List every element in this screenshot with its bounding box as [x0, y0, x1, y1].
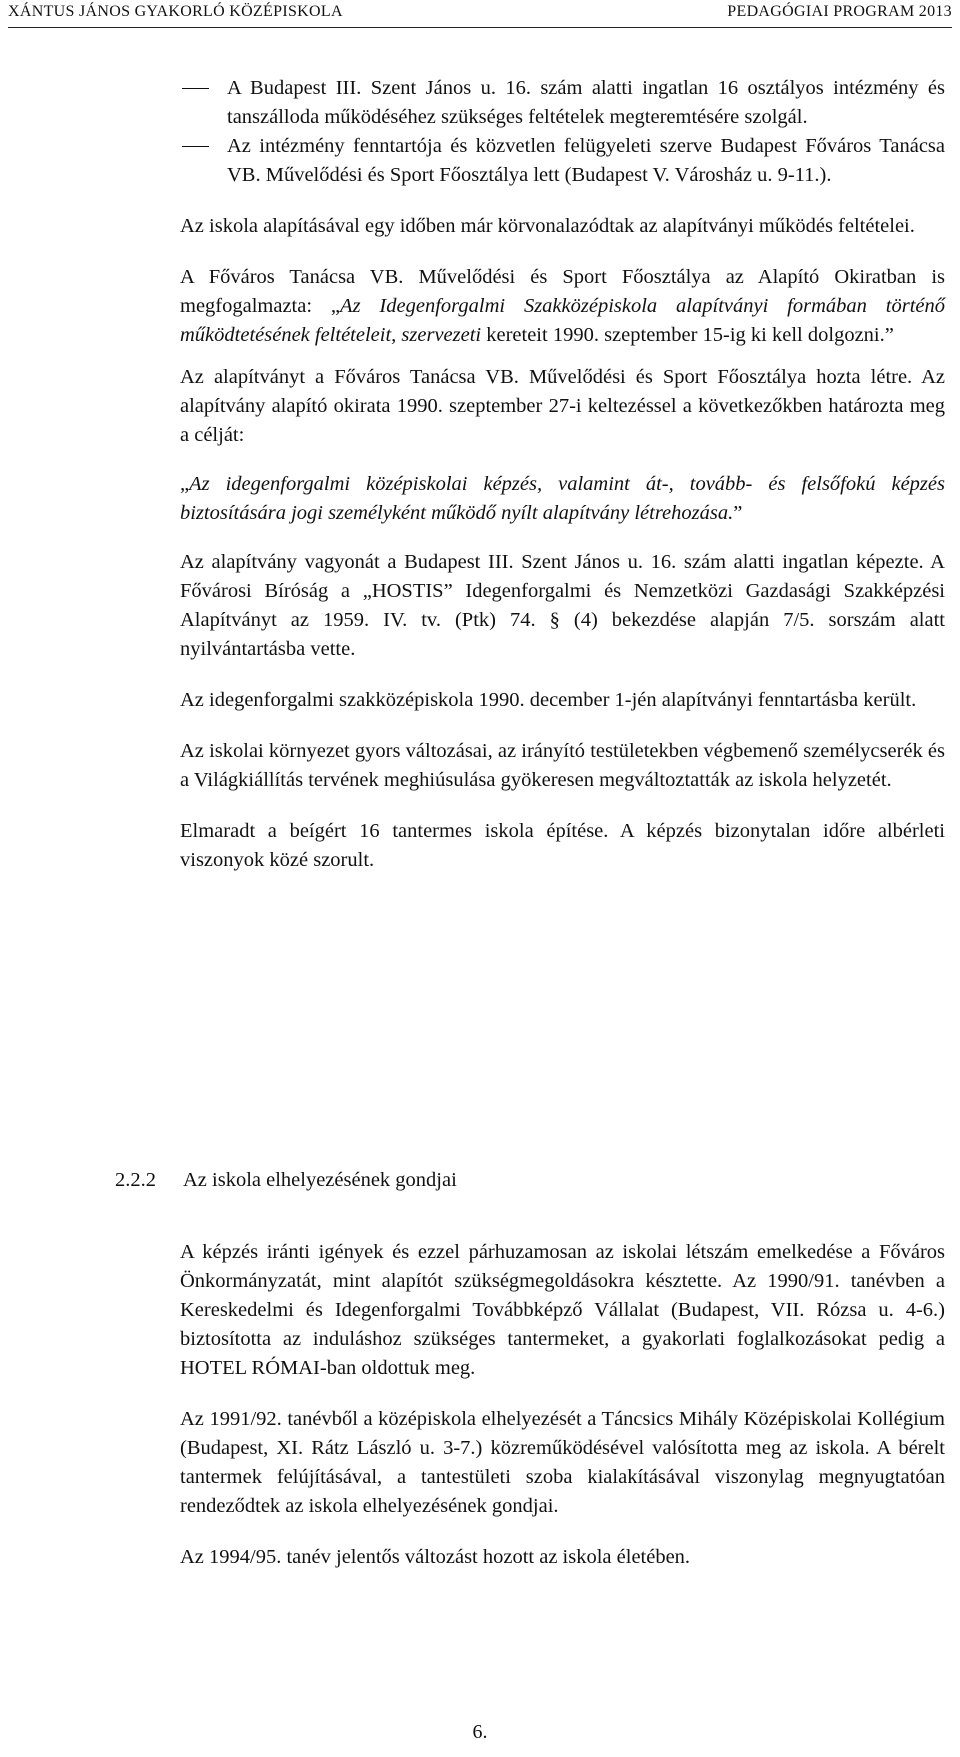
quote-open: „	[180, 473, 190, 495]
paragraph-1994-change: Az 1994/95. tanév jelentős változást hozott az iskola életében.	[180, 1546, 691, 1568]
charter-text: A Főváros Tanácsa VB. Művelődési és Sport Főosztálya az Alapító Okiratban is megfogalmazta: „	[180, 266, 945, 317]
dash-bullet-icon	[182, 88, 209, 89]
page-header	[8, 0, 952, 28]
charter-text-end: kereteit 1990. szeptember 15-ig ki kell dolgozni.”	[481, 324, 894, 346]
paragraph-school-building: Elmaradt a beígért 16 tantermes iskola építése. A képzés bizonytalan időre albérleti viszonyok közé szorult.	[180, 820, 945, 871]
charter-quote: Az Idegenforgalmi Szakközépiskola alapítványi formában történő működtetésének feltételeit, szervezeti	[180, 295, 946, 346]
header-document-title: PEDAGÓGIAI PROGRAM 2013	[727, 3, 952, 20]
paragraph-premises-needs: A képzés iránti igények és ezzel párhuzamosan az iskolai létszám emelkedése a Főváros Önkormányzatát, mint alapítót szükségmegoldásokra késztette. Az 1990/91. tanévben a Kereskedelmi és Idegenforgalmi Továbbképző Vállalat (Budapest, VII. Rózsa u. 4-6.) biztosította az induláshoz szükséges tantermeket, a gyakorlati foglalkozásokat pedig a HOTEL RÓMAI-ban oldottuk meg.	[180, 1241, 945, 1379]
dash-list-item	[227, 74, 945, 132]
paragraph-1991-placement: Az 1991/92. tanévből a középiskola elhelyezését a Táncsics Mihály Középiskolai Kollégium (Budapest, XI. Rátz László u. 3-7.) közreműködésével valósította meg az iskola. A bérelt tantermek felújításával, a tantestületi szoba kialakításával viszonylag megnyugtatóan rendeződtek az iskola elhelyezésének gondjai.	[180, 1408, 945, 1517]
section-number: 2.2.2	[115, 1169, 156, 1191]
dash-list-item	[227, 132, 945, 190]
section-text-block	[180, 1238, 945, 1572]
paragraph-foundation-goal	[180, 470, 945, 528]
dash-bullet-icon	[182, 146, 209, 147]
paragraph-maintenance: Az idegenforgalmi szakközépiskola 1990. december 1-jén alapítványi fenntartásba került.	[180, 689, 917, 711]
paragraph-environment-changes: Az iskolai környezet gyors változásai, az irányító testületekben végbemenő személycserék és a Világkiállítás tervének meghiúsulása gyökeresen megváltoztatták az iskola helyzetét.	[180, 740, 945, 791]
quote-close: ”	[733, 502, 743, 524]
page-number: 6.	[472, 1721, 488, 1743]
section-title: Az iskola elhelyezésének gondjai	[183, 1169, 457, 1191]
paragraph-founding-charter	[180, 263, 945, 350]
paragraph-foundation-created: Az alapítványt a Főváros Tanácsa VB. Művelődési és Sport Főosztálya hozta létre. Az alapítvány alapító okirata 1990. szeptember 27-i keltezéssel a következőkben határozta meg a célját:	[180, 366, 945, 446]
goal-quote: Az idegenforgalmi középiskolai képzés, valamint át-, tovább- és felsőfokú képzés biztosítására jogi személyként működő nyílt alapítvány létrehozása.	[180, 473, 945, 524]
section-heading	[115, 1169, 457, 1192]
header-school-name: XÁNTUS JÁNOS GYAKORLÓ KÖZÉPISKOLA	[8, 3, 343, 20]
paragraph-foundation-start: Az iskola alapításával egy időben már körvonalazódtak az alapítványi működés feltételei.	[180, 215, 915, 237]
paragraph-foundation-assets: Az alapítvány vagyonát a Budapest III. Szent János u. 16. szám alatti ingatlan képezte. A Fővárosi Bíróság a „HOSTIS” Idegenforgalmi és Nemzetközi Gazdasági Szakképzési Alapítványt az 1959. IV. tv. (Ptk) 74. § (4) bekezdése alapján 7/5. sorszám alatt nyilvántartásba vette.	[180, 551, 945, 660]
dash-item-text: Az intézmény fenntartója és közvetlen felügyeleti szerve Budapest Főváros Tanácsa VB. Művelődési és Sport Főosztálya lett (Budapest V. Városház u. 9-11.).	[227, 135, 945, 186]
main-text-block	[180, 74, 945, 875]
dash-item-text: A Budapest III. Szent János u. 16. szám alatti ingatlan 16 osztályos intézmény és tanszálloda működéséhez szükséges feltételek megteremtésére szolgál.	[227, 77, 945, 128]
